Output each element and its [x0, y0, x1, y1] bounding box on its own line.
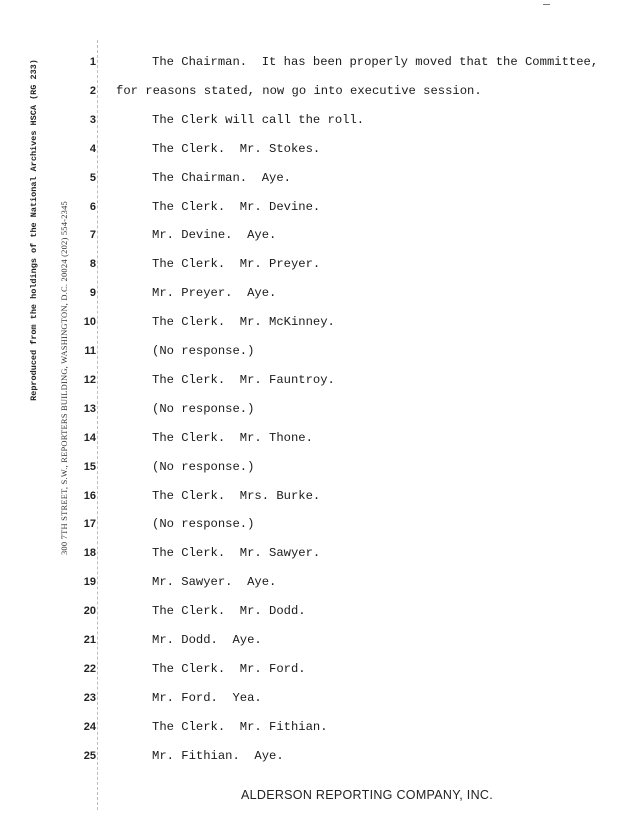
line-text: The Clerk. Mr. Devine. — [152, 199, 321, 214]
line-number: 24 — [83, 720, 96, 733]
archive-note: Reproduced from the holdings of the National Archives HSCA (RG 233) — [29, 59, 39, 401]
line-number: 8 — [89, 258, 96, 271]
line-number: 1 — [89, 56, 96, 68]
transcript-line — [0, 514, 638, 534]
line-text: Mr. Dodd. Aye. — [152, 633, 262, 647]
scan-mark — [543, 4, 550, 5]
line-text: (No response.) — [152, 517, 255, 532]
line-number: 20 — [83, 605, 96, 618]
transcript-line — [0, 312, 638, 332]
line-number: 14 — [83, 431, 96, 444]
line-text: The Chairman. Aye. — [152, 170, 291, 185]
reporter-address: 300 7TH STREET, S.W., REPORTERS BUILDING, WASHINGTON, D.C. 20024 (202) 554-2345 — [59, 200, 69, 556]
transcript-line — [0, 399, 638, 419]
line-text: The Clerk. Mrs. Burke. — [152, 488, 321, 503]
line-number: 7 — [89, 229, 96, 242]
transcript-line — [0, 601, 638, 621]
line-number: 16 — [83, 489, 96, 502]
transcript-line — [0, 688, 638, 708]
transcript-line — [0, 81, 638, 101]
line-number: 4 — [89, 142, 96, 155]
transcript-line — [0, 197, 638, 217]
line-text: The Clerk. Mr. McKinney. — [152, 315, 335, 330]
line-number: 25 — [83, 749, 96, 762]
line-number: 15 — [83, 460, 96, 473]
line-text: Mr. Devine. Aye. — [152, 228, 277, 243]
line-text: The Clerk will call the roll. — [152, 112, 365, 127]
transcript-line — [0, 486, 638, 506]
line-text: Mr. Ford. Yea. — [152, 690, 262, 705]
line-number: 13 — [83, 402, 96, 415]
line-text: The Clerk. Mr. Thone. — [152, 430, 313, 445]
line-text: (No response.) — [152, 401, 255, 416]
line-text: The Clerk. Mr. Dodd. — [152, 604, 306, 619]
line-number: 17 — [83, 518, 96, 531]
line-number: 22 — [83, 662, 96, 675]
line-text: The Clerk. Mr. Stokes. — [152, 141, 321, 156]
transcript-line — [0, 168, 638, 188]
transcript-line — [0, 254, 638, 274]
transcript-line — [0, 630, 638, 650]
line-number: 11 — [84, 345, 96, 357]
line-text: The Clerk. Mr. Ford. — [152, 661, 306, 676]
line-number: 12 — [83, 373, 96, 386]
line-number: 5 — [89, 171, 96, 184]
line-text: for reasons stated, now go into executive session. — [116, 83, 482, 98]
line-number: 6 — [89, 200, 96, 213]
line-text: (No response.) — [152, 344, 255, 358]
footer-company: ALDERSON REPORTING COMPANY, INC. — [240, 788, 493, 802]
line-number: 21 — [83, 634, 96, 646]
line-text: The Clerk. Mr. Preyer. — [152, 257, 321, 272]
line-number: 10 — [83, 316, 96, 329]
transcript-line — [0, 341, 638, 361]
transcript-line — [0, 717, 638, 737]
transcript-line — [0, 370, 638, 390]
line-number: 18 — [83, 547, 96, 560]
line-text: Mr. Fithian. Aye. — [152, 748, 284, 763]
transcript-line — [0, 225, 638, 245]
line-text: The Clerk. Mr. Fauntroy. — [152, 372, 335, 387]
transcript-line — [0, 283, 638, 303]
transcript-line — [0, 428, 638, 448]
line-text: The Clerk. Mr. Sawyer. — [152, 546, 321, 561]
line-number: 3 — [89, 113, 96, 126]
transcript-line — [0, 52, 638, 72]
transcript-line — [0, 457, 638, 477]
transcript-line — [0, 659, 638, 679]
line-number: 23 — [83, 691, 96, 704]
transcript-line — [0, 746, 638, 766]
transcript-line — [0, 572, 638, 592]
line-text: Mr. Sawyer. Aye. — [152, 575, 277, 590]
line-text: The Clerk. Mr. Fithian. — [152, 719, 328, 734]
line-number: 19 — [83, 576, 96, 589]
transcript-line — [0, 543, 638, 563]
transcript-line — [0, 139, 638, 159]
line-text: Mr. Preyer. Aye. — [152, 286, 277, 301]
line-number: 2 — [89, 84, 96, 97]
line-text: (No response.) — [152, 459, 255, 474]
transcript-line — [0, 110, 638, 130]
line-number: 9 — [89, 287, 96, 300]
line-text: The Chairman. It has been properly moved that the Committee, — [152, 55, 599, 69]
